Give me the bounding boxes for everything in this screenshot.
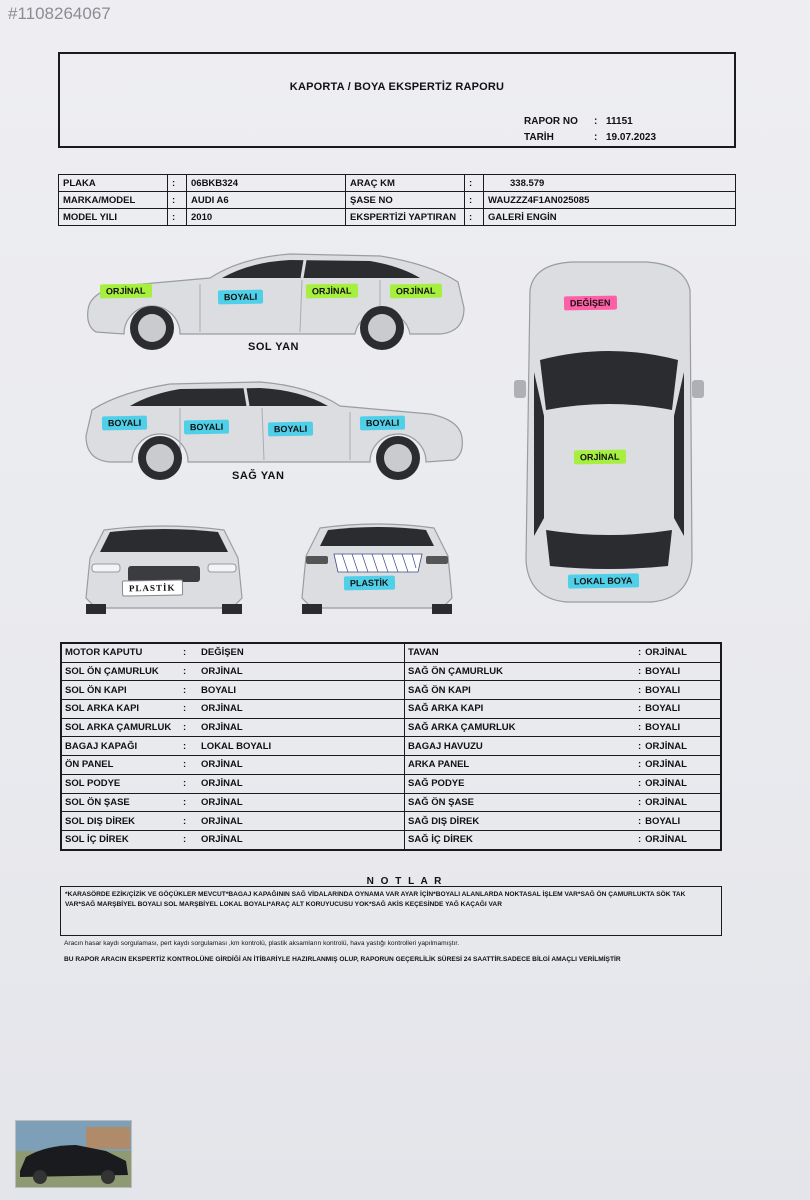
part-colon-right: : — [638, 666, 642, 678]
part-name-right: BAGAJ HAVUZU — [405, 737, 524, 756]
front-view-car — [82, 522, 246, 616]
part-status-left: ORJİNAL — [198, 662, 405, 681]
part-name-left: MOTOR KAPUTU — [61, 643, 180, 662]
part-colon-right: : — [638, 815, 642, 827]
info-row — [59, 175, 736, 192]
report-date-label: TARİH — [524, 132, 554, 143]
part-colon-left: : — [180, 681, 198, 700]
part-status-right-text: ORJİNAL — [645, 834, 687, 846]
part-name-left: SOL DIŞ DİREK — [61, 812, 180, 831]
part-status-right — [523, 718, 721, 737]
part-status-left: ORJİNAL — [198, 830, 405, 849]
front-view-car-drawing — [82, 522, 246, 616]
part-colon-right: : — [638, 759, 642, 771]
info-colon: : — [465, 175, 484, 192]
part-status-left: ORJİNAL — [198, 700, 405, 719]
roof-tag: ORJİNAL — [574, 450, 626, 465]
part-colon-right: : — [638, 740, 642, 752]
part-name-right: SAĞ ARKA KAPI — [405, 700, 524, 719]
year-label: MODEL YILI — [59, 209, 168, 226]
parts-row — [61, 756, 721, 775]
part-colon-left: : — [180, 812, 198, 831]
brand-value: AUDI A6 — [187, 192, 346, 209]
part-status-right — [523, 662, 721, 681]
part-colon-right: : — [638, 647, 642, 659]
part-status-right-text: ORJİNAL — [645, 778, 687, 790]
parts-status-table — [60, 642, 722, 851]
report-no-value: 11151 — [606, 116, 633, 127]
vin-value: WAUZZZ4F1AN025085 — [484, 192, 736, 209]
disclaimer-line-1: Aracın hasar kaydı sorgulaması, pert kaydı sorgulaması ,km kontrolü, plastik aksamların kontrolü, hava yastığı kontrolleri yapılmamıştır. — [64, 940, 460, 947]
part-status-left: ORJİNAL — [198, 793, 405, 812]
part-name-left: SOL ARKA KAPI — [61, 700, 180, 719]
part-colon-left: : — [180, 793, 198, 812]
info-colon: : — [465, 209, 484, 226]
part-status-right-text: ORJİNAL — [645, 759, 687, 771]
part-status-right-text: ORJİNAL — [645, 740, 687, 752]
km-value — [484, 175, 736, 192]
rear-bumper-tag: PLASTİK — [344, 576, 395, 591]
report-no-colon: : — [594, 116, 598, 127]
part-status-left: ORJİNAL — [198, 756, 405, 775]
part-name-right: ARKA PANEL — [405, 756, 524, 775]
parts-row — [61, 662, 721, 681]
part-status-right-text: BOYALI — [645, 815, 681, 827]
part-status-left: ORJİNAL — [198, 718, 405, 737]
part-status-left: LOKAL BOYALI — [198, 737, 405, 756]
part-name-left: SOL ÖN ŞASE — [61, 793, 180, 812]
info-row — [59, 192, 736, 209]
info-colon: : — [168, 175, 187, 192]
plate-value: 06BKB324 — [187, 175, 346, 192]
part-colon-left: : — [180, 643, 198, 662]
part-colon-left: : — [180, 830, 198, 849]
part-status-right — [523, 812, 721, 831]
parts-row — [61, 643, 721, 662]
hood-tag: DEĞİŞEN — [564, 296, 617, 311]
brand-label: MARKA/MODEL — [59, 192, 168, 209]
right-front-door-tag: BOYALI — [268, 422, 313, 437]
info-colon: : — [465, 192, 484, 209]
parts-table-body — [61, 643, 721, 850]
parts-row — [61, 700, 721, 719]
right-side-caption: SAĞ YAN — [232, 470, 285, 482]
gallery-thumbnail[interactable] — [15, 1120, 132, 1188]
part-name-left: SOL ÖN ÇAMURLUK — [61, 662, 180, 681]
info-colon: : — [168, 192, 187, 209]
part-colon-left: : — [180, 774, 198, 793]
part-colon-left: : — [180, 718, 198, 737]
vin-label: ŞASE NO — [346, 192, 465, 209]
parts-row — [61, 718, 721, 737]
parts-row — [61, 793, 721, 812]
part-name-right: SAĞ PODYE — [405, 774, 524, 793]
notes-box — [60, 886, 722, 936]
report-date-colon: : — [594, 132, 598, 143]
part-colon-right: : — [638, 796, 642, 808]
part-status-right — [523, 756, 721, 775]
part-colon-left: : — [180, 737, 198, 756]
part-status-right — [523, 830, 721, 849]
part-name-left: BAGAJ KAPAĞI — [61, 737, 180, 756]
plate-label: PLAKA — [59, 175, 168, 192]
info-row — [59, 209, 736, 226]
part-status-left: DEĞİŞEN — [198, 643, 405, 662]
km-text: 338.579 — [510, 177, 545, 189]
right-rear-fender-tag: BOYALI — [102, 416, 147, 431]
part-colon-right: : — [638, 722, 642, 734]
part-name-left: SOL İÇ DİREK — [61, 830, 180, 849]
part-status-right-text: ORJİNAL — [645, 796, 687, 808]
part-status-right — [523, 793, 721, 812]
part-status-right-text: BOYALI — [645, 684, 681, 696]
part-status-right-text: BOYALI — [645, 666, 681, 678]
report-no-row — [524, 116, 633, 127]
rear-view-car-drawing — [298, 520, 456, 616]
part-colon-left: : — [180, 700, 198, 719]
part-status-right — [523, 774, 721, 793]
part-colon-right: : — [638, 778, 642, 790]
left-rear-fender-tag: ORJİNAL — [390, 284, 442, 299]
part-colon-right: : — [638, 684, 642, 696]
part-colon-right: : — [638, 834, 642, 846]
part-name-left: ÖN PANEL — [61, 756, 180, 775]
right-rear-door-tag: BOYALI — [184, 420, 229, 435]
part-status-right-text: BOYALI — [645, 703, 681, 715]
parts-row — [61, 737, 721, 756]
part-status-right-text: ORJİNAL — [645, 647, 687, 659]
part-colon-left: : — [180, 662, 198, 681]
part-colon-left: : — [180, 756, 198, 775]
part-status-left: ORJİNAL — [198, 774, 405, 793]
report-no-label: RAPOR NO — [524, 116, 578, 127]
part-name-right: SAĞ ÖN ÇAMURLUK — [405, 662, 524, 681]
right-front-fender-tag: BOYALI — [360, 416, 405, 431]
part-name-right: SAĞ ARKA ÇAMURLUK — [405, 718, 524, 737]
disclaimer-line-2: BU RAPOR ARACIN EKSPERTİZ KONTROLÜNE GİRDİĞİ AN İTİBARİYLE HAZIRLANMIŞ OLUP, RAPORUN GEÇERLİLİK SÜRESİ 24 SAATTİR.SADECE BİLGİ AMAÇLI VERİLMİŞTİR — [64, 956, 621, 963]
notes-line-2: VAR*SAĞ MARŞBİYEL BOYALI SOL MARŞBİYEL LOKAL BOYALI*ARAÇ ALT KORUYUCUSU YOK*SAĞ AKİS KEÇESİNDE YAĞ KAÇAĞI VAR — [65, 901, 502, 909]
top-view-car — [512, 260, 706, 606]
km-label: ARAÇ KM — [346, 175, 465, 192]
left-front-fender-tag: ORJİNAL — [100, 284, 152, 299]
top-view-car-drawing — [512, 260, 706, 606]
report-date-value: 19.07.2023 — [606, 132, 657, 143]
part-status-right-text: BOYALI — [645, 722, 681, 734]
info-colon: : — [168, 209, 187, 226]
parts-row — [61, 830, 721, 849]
part-colon-right: : — [638, 703, 642, 715]
report-date-row — [524, 132, 656, 143]
parts-row — [61, 774, 721, 793]
vehicle-info-table — [58, 174, 736, 226]
report-header — [58, 52, 736, 148]
part-name-left: SOL PODYE — [61, 774, 180, 793]
part-status-left: BOYALI — [198, 681, 405, 700]
notes-title: N O T L A R — [366, 876, 444, 887]
left-front-door-tag: BOYALI — [218, 290, 263, 305]
thumbnail-car-photo — [16, 1121, 131, 1187]
part-name-right: TAVAN — [405, 643, 524, 662]
part-status-right — [523, 681, 721, 700]
report-title: KAPORTA / BOYA EKSPERTİZ RAPORU — [289, 81, 505, 93]
trunk-tag: LOKAL BOYA — [568, 573, 639, 588]
left-rear-door-tag: ORJİNAL — [306, 284, 358, 299]
listing-id: #1108264067 — [8, 4, 111, 23]
left-side-caption: SOL YAN — [248, 341, 299, 353]
part-name-right: SAĞ DIŞ DİREK — [405, 812, 524, 831]
part-status-right — [523, 700, 721, 719]
rear-view-car — [298, 520, 456, 616]
part-name-right: SAĞ İÇ DİREK — [405, 830, 524, 849]
year-value: 2010 — [187, 209, 346, 226]
requester-label: EKSPERTİZİ YAPTIRAN — [346, 209, 465, 226]
parts-row — [61, 812, 721, 831]
notes-line-1: *KARASÖRDE EZİK/ÇİZİK VE GÖÇÜKLER MEVCUT*BAGAJ KAPAĞININ SAĞ VİDALARINDA OYNAMA VAR AYAR İÇİN*BOYALI ALANLARDA NOKTASAL İŞLEM VAR*SAĞ ÖN ÇAMURLUKTA SÖK TAK — [65, 891, 686, 898]
parts-row — [61, 681, 721, 700]
part-status-right — [523, 643, 721, 662]
part-status-left: ORJİNAL — [198, 812, 405, 831]
part-name-left: SOL ÖN KAPI — [61, 681, 180, 700]
part-name-right: SAĞ ÖN KAPI — [405, 681, 524, 700]
requester-value: GALERİ ENGİN — [484, 209, 736, 226]
part-status-right — [523, 737, 721, 756]
part-name-right: SAĞ ÖN ŞASE — [405, 793, 524, 812]
front-bumper-tag: PLASTİK — [122, 579, 183, 596]
part-name-left: SOL ARKA ÇAMURLUK — [61, 718, 180, 737]
